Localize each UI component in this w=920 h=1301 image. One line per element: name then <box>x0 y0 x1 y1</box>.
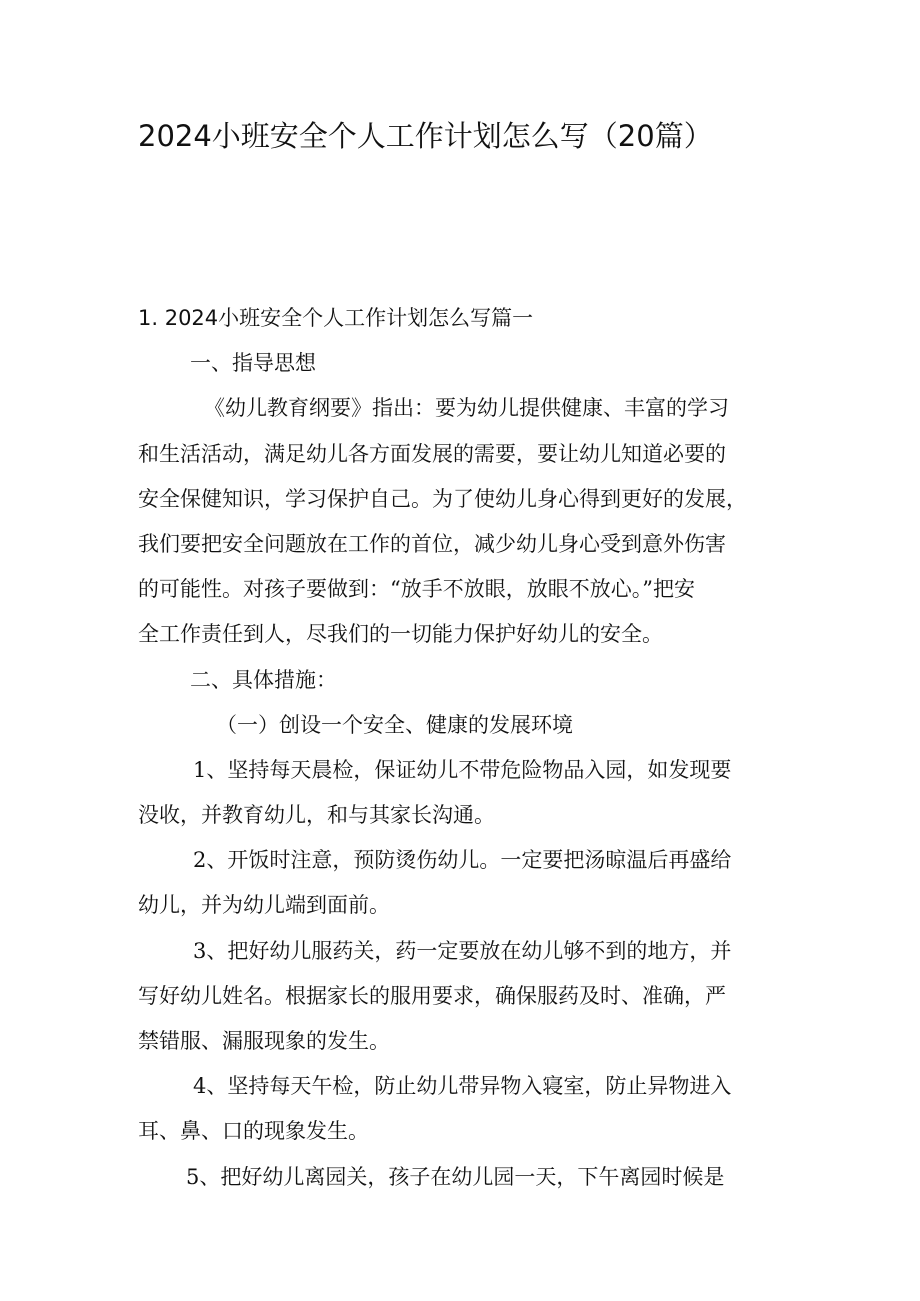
paragraph-line: 的可能性。对孩子要做到：“放手不放眼，放眼不放心。”把安 <box>138 577 695 602</box>
paragraph-line: 和生活活动，满足幼儿各方面发展的需要，要让幼儿知道必要的 <box>138 441 726 466</box>
subheading-measures: 二、具体措施： <box>190 667 337 692</box>
list-item-line: 2、开饭时注意，预防烫伤幼儿。一定要把汤晾温后再盛给 <box>193 848 732 873</box>
paragraph-line: 我们要把安全问题放在工作的首位，减少幼儿身心受到意外伤害 <box>138 531 726 556</box>
document-title: 2024小班安全个人工作计划怎么写（20篇） <box>138 119 713 153</box>
list-item-line: 耳、鼻、口的现象发生。 <box>138 1119 369 1144</box>
paragraph-line: 全工作责任到人，尽我们的一切能力保护好幼儿的安全。 <box>138 622 663 647</box>
list-item-line: 3、把好幼儿服药关，药一定要放在幼儿够不到的地方，并 <box>193 938 732 963</box>
subheading-guiding-idea: 一、指导思想 <box>190 351 316 376</box>
list-item-line: 1、坚持每天晨检，保证幼儿不带危险物品入园，如发现要 <box>193 757 732 782</box>
subheading-environment: （一）创设一个安全、健康的发展环境 <box>216 712 573 737</box>
list-item-line: 4、坚持每天午检，防止幼儿带异物入寝室，防止异物进入 <box>193 1074 732 1099</box>
list-item-line: 5、把好幼儿离园关，孩子在幼儿园一天，下午离园时候是 <box>186 1164 725 1189</box>
list-item-line: 没收，并教育幼儿，和与其家长沟通。 <box>138 803 495 828</box>
list-item-line: 幼儿，并为幼儿端到面前。 <box>138 893 390 918</box>
paragraph-line: 安全保健知识，学习保护自己。为了使幼儿身心得到更好的发展， <box>138 486 747 511</box>
document-body <box>138 296 788 1200</box>
section-heading: 1. 2024小班安全个人工作计划怎么写篇一 <box>138 306 534 330</box>
paragraph-line: 《幼儿教育纲要》指出：要为幼儿提供健康、丰富的学习 <box>204 396 729 421</box>
list-item-line: 禁错服、漏服现象的发生。 <box>138 1029 390 1053</box>
list-item-line: 写好幼儿姓名。根据家长的服用要求，确保服药及时、准确，严 <box>138 983 726 1008</box>
